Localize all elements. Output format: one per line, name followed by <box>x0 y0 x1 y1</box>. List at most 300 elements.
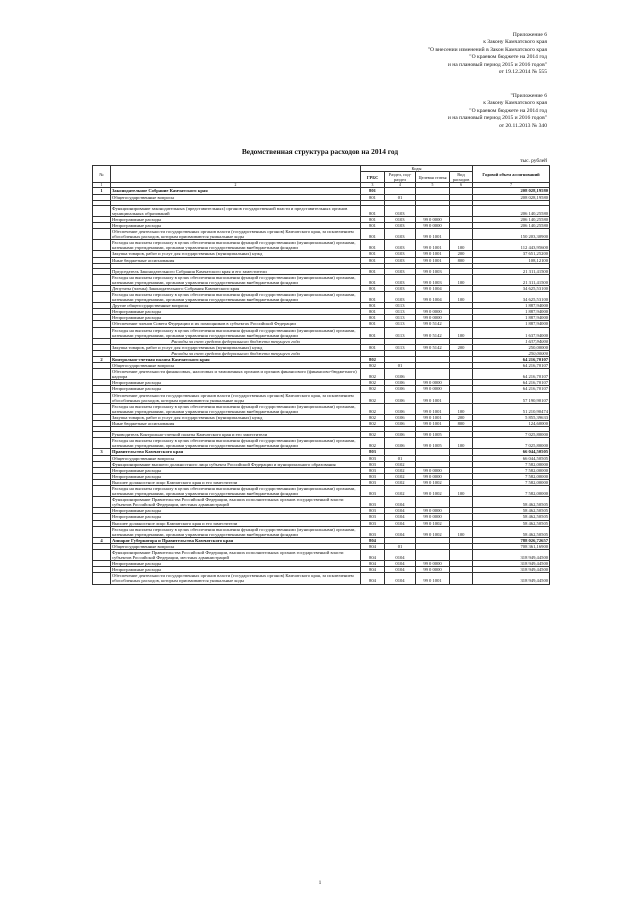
row-number <box>93 205 111 216</box>
column-number: 2 <box>111 183 361 188</box>
row-target: 99 0 0000 <box>416 315 450 321</box>
table-row <box>93 573 550 584</box>
header-grbs: ГРБС <box>361 172 385 183</box>
row-amount: 7 582,00000 <box>473 467 550 473</box>
row-amount: 788 026,72657 <box>473 537 550 543</box>
row-name: Правительство Камчатского края <box>111 449 361 455</box>
row-type: 100 <box>450 438 473 449</box>
header-codes: Коды <box>361 166 473 172</box>
row-name: Функционирование высшего должностного лица субъекта Российской Федерации и муниципального образования <box>111 461 361 467</box>
row-amount: 318 949,44500 <box>473 567 550 573</box>
table-header-row <box>93 166 550 172</box>
row-name: Непрограммные расходы <box>111 561 361 567</box>
column-number: 6 <box>450 183 473 188</box>
column-number: 4 <box>385 183 416 188</box>
row-name: Закупка товаров, работ и услуг для государственных (муниципальных) нужд <box>111 251 361 257</box>
row-amount: 34 625,53100 <box>473 285 550 291</box>
row-section: 0103 <box>385 274 416 285</box>
row-target <box>416 497 450 508</box>
table-row <box>93 327 550 338</box>
table-row <box>93 497 550 508</box>
row-section: 0113 <box>385 344 416 350</box>
row-target: 99 0 0000 <box>416 216 450 222</box>
row-section: 0113 <box>385 327 416 338</box>
row-amount: 7 582,00000 <box>473 473 550 479</box>
row-target: 99 0 5142 <box>416 327 450 338</box>
header-type: Вид расходов <box>450 172 473 183</box>
row-target: 99 0 1001 <box>416 414 450 420</box>
appendix-line: Приложение 6 <box>512 32 547 38</box>
row-number: 2 <box>93 357 111 363</box>
row-name: Общегосударственные вопросы <box>111 363 361 369</box>
row-section: 0106 <box>385 386 416 392</box>
row-name: Иные бюджетные ассигнования <box>111 257 361 263</box>
row-amount: 1 887,94000 <box>473 309 550 315</box>
table-row <box>93 240 550 251</box>
row-name: Обеспечение деятельности финансовых, налоговых и таможенных органов и органов финансового (финансово-бюджетного) надзора <box>111 369 361 380</box>
row-section: 01 <box>385 363 416 369</box>
row-name: Непрограммные расходы <box>111 473 361 479</box>
row-name: Непрограммные расходы <box>111 508 361 514</box>
row-grbs: 804 <box>361 550 385 561</box>
row-grbs: 803 <box>361 508 385 514</box>
row-amount: 7 025,80000 <box>473 438 550 449</box>
row-name: Обеспечение деятельности государственных органов власти (государственных органов) Камчатского края, за исключением обособленных расходов, которым присваиваются уникальные коды <box>111 229 361 240</box>
row-name: Депутаты (члены) Законодательного Собрания Камчатского края <box>111 285 361 291</box>
row-amount: 206 140,25580 <box>473 222 550 228</box>
row-number <box>93 550 111 561</box>
appendix-line: и на плановый период 2015 и 2016 годов" <box>447 61 547 68</box>
row-section: 0103 <box>385 222 416 228</box>
row-type: 100 <box>450 291 473 302</box>
row-type: 200 <box>450 344 473 350</box>
row-section: 0103 <box>385 229 416 240</box>
row-section: 0113 <box>385 321 416 327</box>
row-grbs: 804 <box>361 543 385 549</box>
row-amount: 51 210,90474 <box>473 403 550 414</box>
row-name: Руководитель Контрольно-счетной палаты Камчатского края и его заместители <box>111 432 361 438</box>
header-num: № <box>93 166 111 183</box>
row-type: 100 <box>450 240 473 251</box>
row-amount: 1 887,94000 <box>473 303 550 309</box>
row-target: 99 0 0000 <box>416 222 450 228</box>
row-target: 99 0 1002 <box>416 526 450 537</box>
row-target: 99 0 5142 <box>416 344 450 350</box>
row-amount: 206 140,25580 <box>473 205 550 216</box>
row-amount: 58 462,50505 <box>473 508 550 514</box>
row-number <box>93 485 111 496</box>
row-type: 800 <box>450 421 473 427</box>
row-number <box>93 274 111 285</box>
row-name: Законодательное Собрание Камчатского края <box>111 188 361 194</box>
row-section: 0102 <box>385 485 416 496</box>
row-grbs: 801 <box>361 344 385 350</box>
row-section: 0106 <box>385 380 416 386</box>
row-name: Общегосударственные вопросы <box>111 194 361 200</box>
row-name: Функционирование Правительства Российской Федерации, высших исполнительных органов государственной власти субъектов Российской Федерации, местных администраций <box>111 497 361 508</box>
row-name: Непрограммные расходы <box>111 467 361 473</box>
row-grbs: 801 <box>361 240 385 251</box>
row-amount: 318 949,44500 <box>473 550 550 561</box>
row-amount: 64 216,70107 <box>473 380 550 386</box>
row-target <box>416 550 450 561</box>
row-target: 99 0 1001 <box>416 229 450 240</box>
row-grbs: 802 <box>361 421 385 427</box>
row-type <box>450 573 473 584</box>
row-grbs: 801 <box>361 257 385 263</box>
row-amount: 1 887,94000 <box>473 315 550 321</box>
row-grbs: 801 <box>361 251 385 257</box>
row-grbs: 804 <box>361 573 385 584</box>
row-grbs: 802 <box>361 432 385 438</box>
row-target <box>416 369 450 380</box>
row-section: 0104 <box>385 526 416 537</box>
row-section: 0104 <box>385 508 416 514</box>
row-grbs: 803 <box>361 461 385 467</box>
row-amount: 206 140,25580 <box>473 216 550 222</box>
row-amount: 250,00000 <box>473 350 550 356</box>
row-target: 99 0 0000 <box>416 380 450 386</box>
table-row <box>93 392 550 403</box>
table-row <box>93 229 550 240</box>
column-number: 1 <box>93 183 111 188</box>
row-amount: 64 216,70107 <box>473 369 550 380</box>
row-name: Расходы на выплаты персоналу в целях обеспечения выполнения функций государственными (муниципальными) органами, казенными учреждениями, органами управления государственными внебюджетными фондами <box>111 240 361 251</box>
row-type: 200 <box>450 414 473 420</box>
column-number: 3 <box>361 183 385 188</box>
row-amount: 1 637,94000 <box>473 338 550 344</box>
row-name: Обеспечение членов Совета Федерации и их помощников в субъектах Российской Федерации <box>111 321 361 327</box>
row-section: 01 <box>385 543 416 549</box>
row-section: 0113 <box>385 303 416 309</box>
row-amount: 208 028,19580 <box>473 188 550 194</box>
row-amount: 58 462,50505 <box>473 520 550 526</box>
row-section: 0106 <box>385 432 416 438</box>
row-name: Расходы на выплаты персоналу в целях обеспечения выполнения функций государственными (муниципальными) органами, казенными учреждениями, органами управления государственными внебюджетными фондами <box>111 438 361 449</box>
row-number <box>93 403 111 414</box>
row-amount: 250,00000 <box>473 344 550 350</box>
row-target: 99 0 0000 <box>416 561 450 567</box>
row-target: 99 0 0000 <box>416 473 450 479</box>
row-section: 0106 <box>385 403 416 414</box>
row-type: 100 <box>450 327 473 338</box>
row-amount: 66 044,50505 <box>473 455 550 461</box>
row-grbs: 803 <box>361 514 385 520</box>
unit-label: тыс. рублей <box>520 158 547 164</box>
row-section: 0102 <box>385 467 416 473</box>
row-name: Обеспечение деятельности государственных органов власти (государственных органов) Камчатского края, за исключением обособленных расходов, которым присваиваются уникальные коды <box>111 392 361 403</box>
header-target: Целевая статья <box>416 172 450 183</box>
table-row <box>93 291 550 302</box>
row-type <box>450 392 473 403</box>
row-section: 0104 <box>385 514 416 520</box>
row-grbs: 802 <box>361 438 385 449</box>
header-section: Раздел, под-раздел <box>385 172 416 183</box>
table-row <box>93 205 550 216</box>
row-grbs: 802 <box>361 363 385 369</box>
row-target: 99 0 1003 <box>416 268 450 274</box>
row-section: 01 <box>385 455 416 461</box>
row-grbs: 803 <box>361 455 385 461</box>
row-name: Расходы на выплаты персоналу в целях обеспечения выполнения функций государственными (муниципальными) органами, казенными учреждениями, органами управления государственными внебюджетными фондами <box>111 291 361 302</box>
row-name: Непрограммные расходы <box>111 216 361 222</box>
row-name: Расходы за счет средств федерального бюджета текущего года <box>111 350 361 356</box>
row-section: 0103 <box>385 285 416 291</box>
row-grbs: 803 <box>361 479 385 485</box>
row-target: 99 0 1001 <box>416 257 450 263</box>
row-amount: 208 028,19580 <box>473 194 550 200</box>
row-target: 99 0 1001 <box>416 403 450 414</box>
row-number <box>93 497 111 508</box>
table-row <box>93 438 550 449</box>
row-name: Иные бюджетные ассигнования <box>111 421 361 427</box>
row-section: 0106 <box>385 414 416 420</box>
row-name: Закупка товаров, работ и услуг для государственных (муниципальных) нужд <box>111 414 361 420</box>
row-grbs: 801 <box>361 274 385 285</box>
row-target: 99 0 1003 <box>416 274 450 285</box>
row-name: Непрограммные расходы <box>111 386 361 392</box>
row-section: 0102 <box>385 473 416 479</box>
row-section: 0102 <box>385 479 416 485</box>
row-number: 3 <box>93 449 111 455</box>
row-grbs: 803 <box>361 497 385 508</box>
row-number <box>93 240 111 251</box>
row-amount: 5 855,39633 <box>473 414 550 420</box>
row-grbs: 801 <box>361 268 385 274</box>
row-number <box>93 392 111 403</box>
row-amount: 708 361,16900 <box>473 543 550 549</box>
row-name: Непрограммные расходы <box>111 315 361 321</box>
row-section: 0113 <box>385 309 416 315</box>
row-amount: 7 025,80000 <box>473 432 550 438</box>
row-type: 100 <box>450 485 473 496</box>
table-body <box>93 188 550 584</box>
row-grbs: 803 <box>361 485 385 496</box>
appendix-line: "Приложение 6 <box>510 93 547 99</box>
row-grbs: 804 <box>361 567 385 573</box>
row-grbs: 803 <box>361 449 385 455</box>
row-number: 4 <box>93 537 111 543</box>
row-grbs: 801 <box>361 222 385 228</box>
row-grbs: 801 <box>361 188 385 194</box>
row-amount: 21 311,41500 <box>473 268 550 274</box>
table-row <box>93 485 550 496</box>
row-amount: 150 203,30900 <box>473 229 550 240</box>
row-type <box>450 205 473 216</box>
row-target: 99 0 0000 <box>416 508 450 514</box>
row-name: Расходы на выплаты персоналу в целях обеспечения выполнения функций государственными (муниципальными) органами, казенными учреждениями, органами управления государственными внебюджетными фондами <box>111 526 361 537</box>
row-amount: 7 582,00000 <box>473 461 550 467</box>
row-type <box>450 369 473 380</box>
row-section: 01 <box>385 194 416 200</box>
row-section: 0103 <box>385 240 416 251</box>
row-name: Общегосударственные вопросы <box>111 543 361 549</box>
row-amount: 7 582,00000 <box>473 479 550 485</box>
row-target: 99 0 1002 <box>416 479 450 485</box>
row-amount: 112 443,95600 <box>473 240 550 251</box>
row-type: 100 <box>450 274 473 285</box>
row-section: 0106 <box>385 438 416 449</box>
row-section: 0104 <box>385 573 416 584</box>
row-name: Высшее должностное лицо Камчатского края и его заместители <box>111 479 361 485</box>
row-grbs: 801 <box>361 315 385 321</box>
row-target: 99 0 1002 <box>416 485 450 496</box>
row-name: Непрограммные расходы <box>111 222 361 228</box>
row-amount: 34 625,53100 <box>473 291 550 302</box>
row-type: 100 <box>450 403 473 414</box>
appendix-header-old <box>448 93 547 130</box>
header-amount: Годовой объем ассигнований <box>473 166 550 183</box>
row-name: Непрограммные расходы <box>111 380 361 386</box>
row-target: 99 0 0000 <box>416 567 450 573</box>
table-row <box>93 403 550 414</box>
row-name: Функционирование законодательных (представительных) органов государственной власти и представительных органов муниципальных образований <box>111 205 361 216</box>
row-grbs: 802 <box>361 414 385 420</box>
row-type: 200 <box>450 251 473 257</box>
row-type <box>450 229 473 240</box>
row-target: 99 0 0000 <box>416 386 450 392</box>
expenditure-table <box>92 165 550 585</box>
row-type <box>450 550 473 561</box>
row-grbs: 802 <box>361 357 385 363</box>
row-name: Непрограммные расходы <box>111 309 361 315</box>
row-target: 99 0 1004 <box>416 285 450 291</box>
row-section: 0106 <box>385 421 416 427</box>
row-number <box>93 573 111 584</box>
row-number <box>93 327 111 338</box>
row-grbs: 801 <box>361 303 385 309</box>
row-section: 0103 <box>385 251 416 257</box>
row-section: 0103 <box>385 291 416 302</box>
row-grbs: 802 <box>361 392 385 403</box>
row-section: 0103 <box>385 268 416 274</box>
row-name: Расходы за счет средств федерального бюджета текущего года <box>111 338 361 344</box>
row-amount: 7 582,00000 <box>473 485 550 496</box>
row-type: 800 <box>450 257 473 263</box>
row-number <box>93 369 111 380</box>
appendix-header-new <box>428 32 547 76</box>
row-amount: 58 462,50505 <box>473 497 550 508</box>
row-target: 99 0 1001 <box>416 251 450 257</box>
row-target <box>416 205 450 216</box>
row-name: Высшее должностное лицо Камчатского края и его заместители <box>111 520 361 526</box>
row-grbs: 802 <box>361 380 385 386</box>
appendix-line: "О краевом бюджете на 2014 год <box>469 107 547 114</box>
row-section: 0104 <box>385 561 416 567</box>
row-grbs: 801 <box>361 229 385 240</box>
row-grbs: 802 <box>361 369 385 380</box>
row-name: Функционирование Правительства Российской Федерации, высших исполнительных органов государственной власти субъектов Российской Федерации, местных администраций <box>111 550 361 561</box>
row-name: Закупка товаров, работ и услуг для государственных (муниципальных) нужд <box>111 344 361 350</box>
row-section: 0113 <box>385 315 416 321</box>
document-title: Ведомственная структура расходов на 2014 год <box>241 147 399 156</box>
row-number <box>93 291 111 302</box>
row-section: 0104 <box>385 520 416 526</box>
row-grbs: 803 <box>361 467 385 473</box>
row-grbs: 802 <box>361 386 385 392</box>
appendix-line: "О внесении изменений в Закон Камчатского края <box>427 46 547 53</box>
row-grbs: 801 <box>361 205 385 216</box>
table-row <box>93 274 550 285</box>
row-target: 99 0 5142 <box>416 321 450 327</box>
row-amount: 66 044,50505 <box>473 449 550 455</box>
appendix-line: к Закону Камчатского края <box>483 100 547 107</box>
row-amount: 37 651,25200 <box>473 251 550 257</box>
page-number: 1 <box>318 880 322 886</box>
row-section: 0106 <box>385 369 416 380</box>
row-amount: 21 311,41500 <box>473 274 550 285</box>
row-name: Расходы на выплаты персоналу в целях обеспечения выполнения функций государственными (муниципальными) органами, казенными учреждениями, органами управления государственными внебюджетными фондами <box>111 485 361 496</box>
row-name: Другие общегосударственные вопросы <box>111 303 361 309</box>
row-target: 99 0 1001 <box>416 392 450 403</box>
row-amount: 108,12100 <box>473 257 550 263</box>
row-target: 99 0 1005 <box>416 432 450 438</box>
appendix-line: и на плановый период 2015 и 2016 годов" <box>447 115 547 122</box>
row-section: 0103 <box>385 257 416 263</box>
row-target: 99 0 0000 <box>416 467 450 473</box>
row-grbs: 804 <box>361 537 385 543</box>
row-grbs: 801 <box>361 327 385 338</box>
row-section: 0102 <box>385 461 416 467</box>
row-amount: 1 637,94000 <box>473 327 550 338</box>
row-grbs: 801 <box>361 291 385 302</box>
row-number <box>93 229 111 240</box>
row-amount: 64 216,70107 <box>473 386 550 392</box>
row-amount: 58 462,50505 <box>473 514 550 520</box>
row-name: Непрограммные расходы <box>111 567 361 573</box>
row-grbs: 803 <box>361 520 385 526</box>
row-amount: 318 949,44500 <box>473 561 550 567</box>
row-name: Непрограммные расходы <box>111 514 361 520</box>
row-number <box>93 526 111 537</box>
row-name: Председатель Законодательного Собрания Камчатского края и его заместители <box>111 268 361 274</box>
row-name: Расходы на выплаты персоналу в целях обеспечения выполнения функций государственными (муниципальными) органами, казенными учреждениями, органами управления государственными внебюджетными фондами <box>111 327 361 338</box>
row-name: Контрольно-счетная палата Камчатского края <box>111 357 361 363</box>
table-row <box>93 526 550 537</box>
row-grbs: 801 <box>361 216 385 222</box>
row-grbs: 801 <box>361 194 385 200</box>
appendix-line: от 20.11.2013 № 340 <box>498 122 547 129</box>
row-amount: 318 949,44500 <box>473 573 550 584</box>
row-section: 0104 <box>385 567 416 573</box>
row-number <box>93 438 111 449</box>
column-number: 5 <box>416 183 450 188</box>
row-grbs: 804 <box>361 561 385 567</box>
row-number: 1 <box>93 188 111 194</box>
row-amount: 1 887,94000 <box>473 321 550 327</box>
appendix-line: к Закону Камчатского края <box>483 39 547 46</box>
row-target: 99 0 1002 <box>416 520 450 526</box>
row-name: Обеспечение деятельности государственных органов власти (государственных органов) Камчатского края, за исключением обособленных расходов, которым присваиваются уникальные коды <box>111 573 361 584</box>
row-grbs: 803 <box>361 526 385 537</box>
row-section: 0104 <box>385 497 416 508</box>
row-target: 99 0 1001 <box>416 240 450 251</box>
row-type <box>450 497 473 508</box>
row-amount: 57 190,90107 <box>473 392 550 403</box>
row-amount: 58 462,50505 <box>473 526 550 537</box>
table-row <box>93 550 550 561</box>
row-name: Общегосударственные вопросы <box>111 455 361 461</box>
row-name: Аппарат Губернатора и Правительства Камчатского края <box>111 537 361 543</box>
row-section: 0103 <box>385 216 416 222</box>
row-grbs: 802 <box>361 403 385 414</box>
row-amount: 124,60000 <box>473 421 550 427</box>
table-row <box>93 369 550 380</box>
column-number: 7 <box>473 183 550 188</box>
row-target: 99 0 0000 <box>416 309 450 315</box>
row-section: 0106 <box>385 392 416 403</box>
row-grbs: 801 <box>361 285 385 291</box>
